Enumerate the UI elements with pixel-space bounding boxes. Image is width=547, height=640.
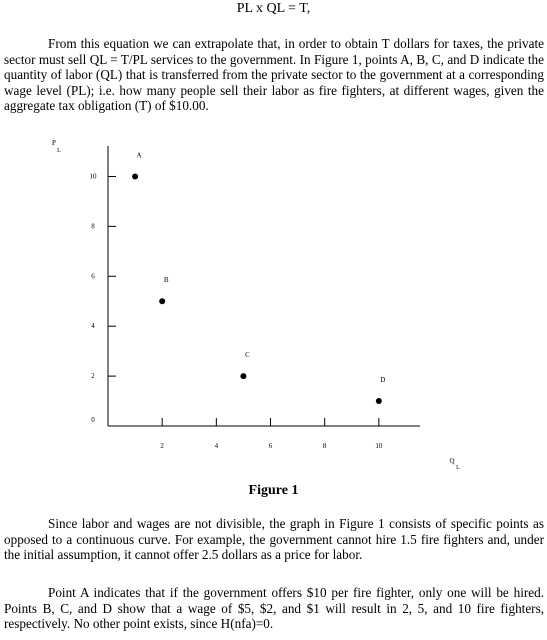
data-point-label-a: A — [136, 151, 142, 160]
data-point-c — [240, 373, 246, 379]
data-point-label-b: B — [163, 276, 169, 285]
paragraph-3 — [4, 585, 544, 632]
y-axis-label-subscript: L — [57, 148, 61, 154]
y-tick-label-4: 4 — [91, 322, 95, 331]
data-point-a — [132, 173, 138, 179]
y-tick-label-2: 2 — [91, 372, 95, 381]
paragraph-2 — [4, 516, 544, 563]
paragraph-1 — [4, 36, 544, 114]
figure-caption: Figure 1 — [248, 483, 299, 498]
x-tick-label-4: 4 — [214, 442, 219, 450]
data-point-b — [159, 298, 165, 304]
x-axis-label-subscript: L — [456, 465, 460, 471]
x-tick-label-2: 2 — [160, 442, 164, 450]
paragraph-1-text: From this equation we can extrapolate that, in order to obtain T dollars for taxes, the private sector must sell QL = T/PL services to the government. In Figure 1, points A, B, C, and D indicate the quantity of labor (QL) that is transferred from the private sector to the government at a corresponding wage level (PL); i.e. how many people sell their labor as fire fighters, at different wages, given the aggregate tax obligation (T) of $10.00. — [4, 36, 544, 114]
data-point-d — [376, 398, 382, 404]
equation: PL x QL = T, — [236, 1, 311, 16]
y-tick-label-6: 6 — [91, 272, 95, 281]
y-tick-label-0: 0 — [91, 416, 95, 424]
data-point-label-c: C — [245, 351, 250, 360]
x-tick-label-8: 8 — [322, 442, 327, 450]
x-tick-label-10: 10 — [375, 442, 383, 450]
y-axis-label: P — [52, 139, 56, 147]
figure-1-chart — [0, 130, 547, 480]
x-tick-label-6: 6 — [268, 442, 273, 450]
paragraph-3-text: Point A indicates that if the government offers $10 per fire fighter, only one will be hired. Points B, C, and D show that a wage of $5, $2, and $1 will result in 2, 5, and 10 fire fighters, respectively. No other point exists, since H(nfa)=0. — [4, 585, 544, 632]
y-tick-label-8: 8 — [91, 222, 95, 231]
x-axis-label: Q — [449, 457, 455, 465]
data-point-label-d: D — [380, 376, 386, 385]
paragraph-2-text: Since labor and wages are not divisible, the graph in Figure 1 consists of specific points as opposed to a continuous curve. For example, the government cannot hire 1.5 fire fighters and, under the initial assumption, it cannot offer 2.5 dollars as a price for labor. — [4, 516, 544, 563]
y-tick-label-10: 10 — [89, 172, 97, 181]
